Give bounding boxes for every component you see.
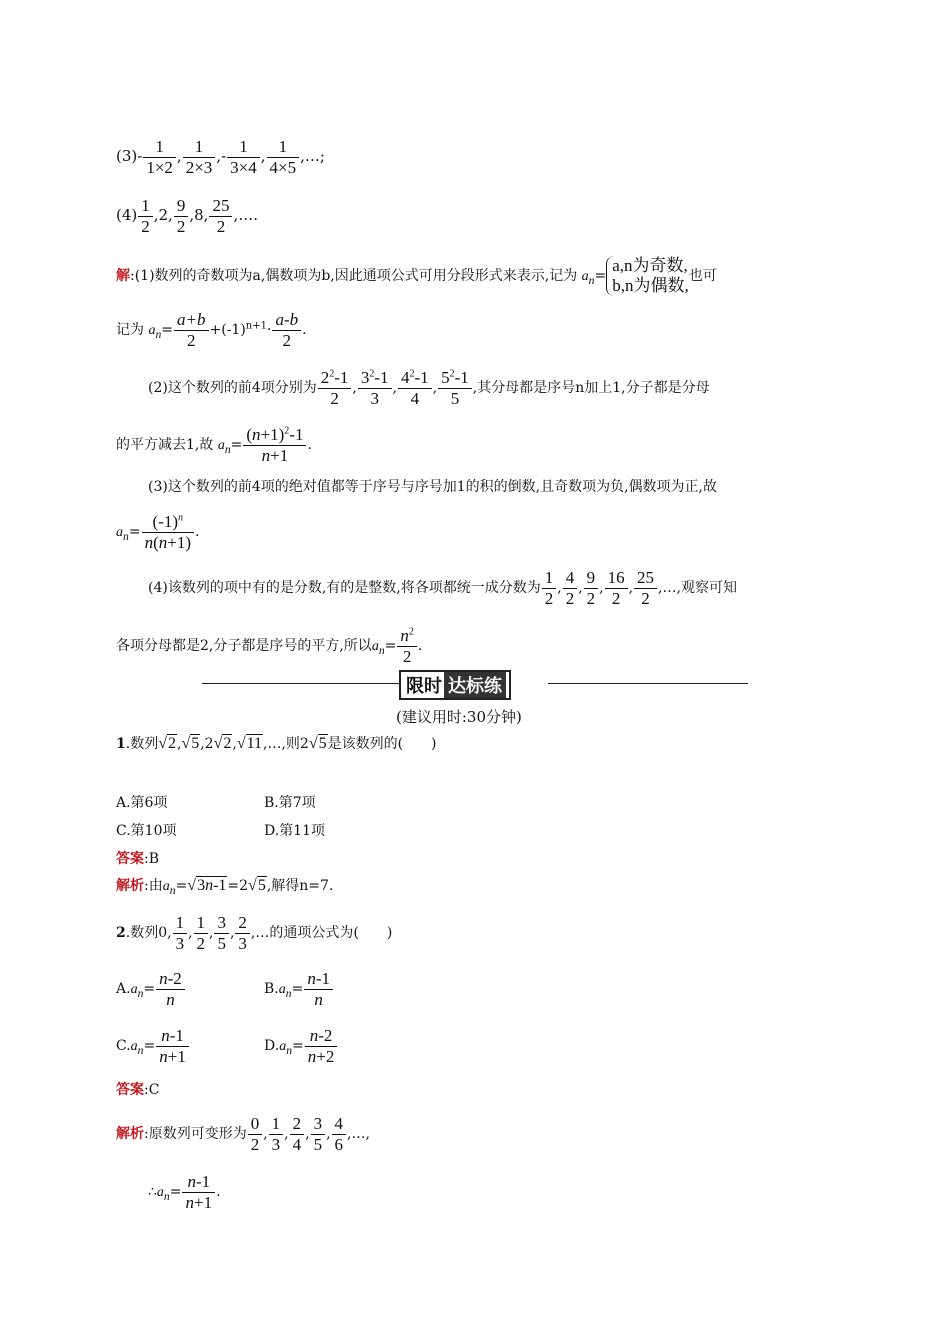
solution-4-line2: 各项分母都是2,分子都是序号的平方,所以$a_n=$ $\frac{n^2}{2}$ . bbox=[116, 626, 423, 666]
q2-analysis: 解析:原数列可变形为 $\frac{0}{2}$ , $\frac{1}{3}$ , $\frac{2}{4}$ , $\frac{3}{5}$ , $\frac{4}{6}$ ,…, bbox=[116, 1114, 370, 1154]
q2-option-a: $A.a_n=$ $\frac{n-2}{n}$ bbox=[116, 969, 186, 1009]
q2-answer: 答案:C bbox=[116, 1082, 160, 1098]
question-2: 2.数列0, $\frac{1}{3}$ , $\frac{1}{2}$ , $\frac{3}{5}$ , $\frac{2}{3}$ ,…的通项公式为( ) bbox=[116, 913, 393, 953]
q1-option-a: A.第6项 bbox=[116, 795, 168, 811]
divider-right bbox=[548, 683, 748, 684]
fraction: $\frac{1}{1\times 2}$ bbox=[143, 137, 176, 177]
q1-option-c: C.第10项 bbox=[116, 823, 177, 839]
q1-option-d: D.第11项 bbox=[264, 823, 325, 839]
q1-option-b: B.第7项 bbox=[264, 795, 316, 811]
piecewise-brace: a,n为奇数, b,n为偶数, bbox=[606, 256, 689, 296]
q2-option-b: $B.a_n=$ $\frac{n-1}{n}$ bbox=[264, 969, 334, 1009]
solution-4: (4)该数列的项中有的是分数,有的是整数,将各项都统一成分数为 $\frac{1}{2}$ , $\frac{4}{2}$ , $\frac{9}{2}$ , $\frac{16}{2}$ , $\frac{25}{2}$ ,…,观察可知 bbox=[148, 568, 737, 608]
q2-option-d: $D.a_n=$ $\frac{n-2}{n+2}$ bbox=[264, 1026, 338, 1066]
answer-label: 答案 bbox=[116, 851, 144, 867]
item-prefix: (3) bbox=[116, 147, 138, 166]
solution-2-line2: 的平方减去1,故 $a_n=$ $\frac{(n+1)^2-1}{n+1}$ . bbox=[116, 425, 312, 465]
q1-analysis: 解析:由$a_n=√3n-1=2√5$,解得n=7. bbox=[116, 877, 334, 897]
sequence-4: (4) $\frac{1}{2}$ ,2, $\frac{9}{2}$ ,8, $\frac{25}{2}$ ,…. bbox=[116, 196, 258, 236]
q1-answer: 答案:B bbox=[116, 851, 160, 867]
section-banner bbox=[399, 670, 511, 700]
solution-1: 解:(1)数列的奇数项为a,偶数项为b,因此通项公式可用分段形式来表示,记为 $a_n=$ a,n为奇数, b,n为偶数, 也可 bbox=[116, 256, 717, 295]
solution-label: 解 bbox=[116, 268, 130, 284]
q2-conclusion: $\therefore a_n=$ $\frac{n-1}{n+1}$ . bbox=[148, 1172, 221, 1212]
solution-3: (3)这个数列的前4项的绝对值都等于序号与序号加1的积的倒数,且奇数项为负,偶数项为正,故 bbox=[148, 479, 717, 495]
banner-title-part2: 达标练 bbox=[444, 672, 506, 698]
solution-text: :(1)数列的奇数项为a,偶数项为b,因此通项公式可用分段形式来表示,记为 bbox=[130, 268, 578, 284]
question-1: 1.数列√2,√5,2√2,√11,…,则2√5是该数列的( ) bbox=[116, 735, 437, 752]
analysis-label: 解析 bbox=[116, 878, 144, 894]
sequence-3: (3)- $\frac{1}{1\times 2}$ , $\frac{1}{2\times 3}$ ,- $\frac{1}{3\times 4}$ , $\frac{1}{4\times 5}$ ,…; bbox=[116, 137, 325, 177]
banner-title-part1: 限时 bbox=[406, 676, 442, 697]
solution-2: (2)这个数列的前4项分别为 $\frac{2^2-1}{2}$ , $\frac{3^2-1}{3}$ , $\frac{4^2-1}{4}$ , $\frac{5^2-1}{5}$ ,其分母都是序号n加上1,分子都是分母 bbox=[148, 368, 710, 408]
solution-3-formula: $a_n=$ $\frac{(-1)^n}{n(n+1)}$ . bbox=[116, 512, 200, 552]
divider-left bbox=[202, 683, 399, 684]
item-prefix: (4) bbox=[116, 206, 138, 225]
q2-option-c: $C.a_n=$ $\frac{n-1}{n+1}$ bbox=[116, 1026, 190, 1066]
solution-1-line2: 记为 $a_n=$ $\frac{a+b}{2}$ $+(-1)^{n+1}\cdot$ $\frac{a-b}{2}$ . bbox=[116, 310, 307, 350]
time-note: (建议用时:30分钟) bbox=[396, 708, 522, 726]
